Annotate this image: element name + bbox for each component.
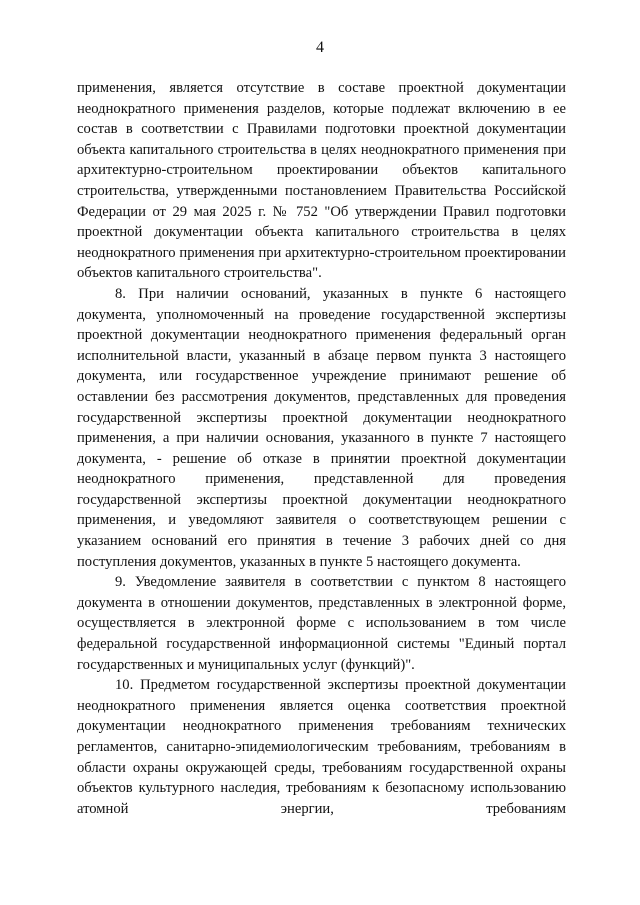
document-body <box>77 78 566 819</box>
page-number: 4 <box>316 39 324 56</box>
paragraph-continuation: применения, является отсутствие в составе проектной документации неоднократного применения разделов, которые подлежат включению в ее состав в соответствии с Правилами подготовки проектной документации объекта капитального строительства в целях неоднократного применения при архитектурно-строительном проектировании объектов капитального строительства, утвержденными постановлением Правительства Российской Федерации от 29 мая 2025 г. № 752 "Об утверждении Правил подготовки проектной документации объекта капитального строительства в целях неоднократного применения при архитектурно-строительном проектировании объектов капитального строительства". <box>77 80 566 282</box>
paragraph-item-10: 10. Предметом государственной экспертизы проектной документации неоднократного применения является оценка соответствия проектной документации неоднократного применения требованиям технических регламентов, санитарно-эпидемиологическим требованиям, требованиям в области охраны окружающей среды, требованиям государственной охраны объектов культурного наследия, требованиям к безопасному использованию атомной энергии, требованиям <box>77 677 566 817</box>
paragraph-item-8: 8. При наличии оснований, указанных в пункте 6 настоящего документа, уполномоченный на проведение государственной экспертизы проектной документации неоднократного применения федеральный орган исполнительной власти, указанный в абзаце первом пункта 3 настоящего документа, или государственное учреждение принимают решение об оставлении без рассмотрения документов, представленных для проведения государственной экспертизы проектной документации неоднократного применения, а при наличии основания, указанного в пункте 7 настоящего документа, - решение об отказе в принятии проектной документации неоднократного применения, представленной для проведения государственной экспертизы проектной документации неоднократного применения, и уведомляют заявителя о соответствующем решении с указанием оснований его принятия в течение 3 рабочих дней со дня поступления документов, указанных в пункте 5 настоящего документа. <box>77 285 566 570</box>
paragraph-item-9: 9. Уведомление заявителя в соответствии с пунктом 8 настоящего документа в отношении документов, представленных в электронной форме, осуществляется в электронной форме с использованием в том числе федеральной государственной информационной системы "Единый портал государственных и муниципальных услуг (функций)". <box>77 574 566 673</box>
